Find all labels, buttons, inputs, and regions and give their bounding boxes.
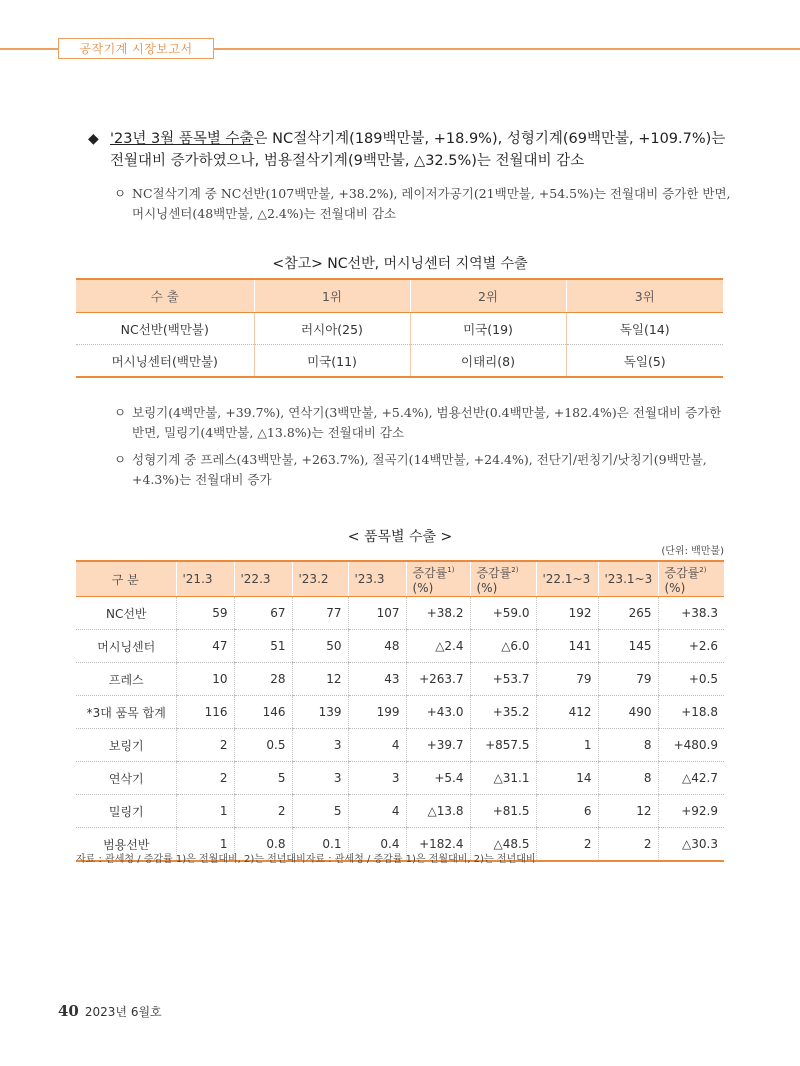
table-cell: +38.2: [406, 597, 470, 630]
table-cell: 192: [536, 597, 598, 630]
sub-bullet: [114, 450, 734, 490]
table-cell: +53.7: [470, 663, 536, 696]
header-label: 증감률: [412, 565, 448, 580]
table-cell: 이태리(8): [410, 345, 566, 378]
table-cell: △13.8: [406, 795, 470, 828]
table-cell: △2.4: [406, 630, 470, 663]
table-cell: 3: [292, 729, 348, 762]
table-row: [76, 696, 724, 729]
table-cell: +43.0: [406, 696, 470, 729]
sub-bullet-text: NC절삭기계 중 NC선반(107백만불, +38.2%), 레이저가공기(21백만불, +54.5%)는 전월대비 증가한 반면, 머시닝센터(48백만불, △2.4%)는 전월대비 감소: [132, 186, 731, 221]
table-cell: +38.3: [658, 597, 724, 630]
section-title: 공작기계 시장보고서: [58, 38, 214, 59]
table-cell: +480.9: [658, 729, 724, 762]
prod-header-cell: '22.1~3: [536, 561, 598, 597]
sub-bullet: [114, 403, 734, 443]
table-cell: 2: [176, 762, 234, 795]
table-cell: 독일(14): [566, 313, 723, 345]
table-cell: 2: [536, 828, 598, 862]
prod-header-cell: [470, 561, 536, 597]
table-row: [76, 345, 723, 378]
source-note: 자료 : 관세청 / 증감률 1)은 전월대비, 2)는 전년대비자료 : 관세청 / 증감률 1)은 전월대비, 2)는 전년대비: [76, 854, 536, 865]
circle-bullet-icon: ㅇ: [114, 186, 127, 201]
main-bullet: [88, 128, 738, 172]
table-cell: 2: [176, 729, 234, 762]
table-cell: 독일(5): [566, 345, 723, 378]
table-cell: 107: [348, 597, 406, 630]
table-cell: +263.7: [406, 663, 470, 696]
table-cell: 1: [536, 729, 598, 762]
table-cell: 59: [176, 597, 234, 630]
table-cell: 3: [292, 762, 348, 795]
header-label: 증감률: [476, 565, 512, 580]
row-label: 머시닝센터: [76, 630, 176, 663]
table-cell: 141: [536, 630, 598, 663]
table-cell: +5.4: [406, 762, 470, 795]
prod-header-cell: '21.3: [176, 561, 234, 597]
diamond-bullet-icon: ◆: [88, 131, 99, 147]
row-label: 보링기: [76, 729, 176, 762]
prod-table-header-row: [76, 561, 724, 597]
sub-bullet: [114, 184, 734, 224]
table-cell: 5: [234, 762, 292, 795]
table-cell: 51: [234, 630, 292, 663]
header-label: 증감률: [664, 565, 700, 580]
table-cell: 1: [176, 828, 234, 862]
table-cell: 28: [234, 663, 292, 696]
table-cell: 2: [234, 795, 292, 828]
sub-bullet-text: 보링기(4백만불, +39.7%), 연삭기(3백만불, +5.4%), 범용선반(0.4백만불, +182.4%)은 전월대비 증가한 반면, 밀링기(4백만불, △13.8%)는 전월대비 감소: [132, 405, 722, 440]
prod-table: [76, 560, 724, 862]
main-bullet-highlight: '23년 3월 품목별 수출: [110, 131, 254, 147]
table-cell: 50: [292, 630, 348, 663]
table-cell: 2: [598, 828, 658, 862]
table-cell: +182.4: [406, 828, 470, 862]
table-cell: 412: [536, 696, 598, 729]
table-cell: 47: [176, 630, 234, 663]
prod-table-title: < 품목별 수출 >: [347, 529, 453, 545]
table-cell: 1: [176, 795, 234, 828]
header-unit: (%): [664, 580, 686, 595]
table-cell: 490: [598, 696, 658, 729]
row-label: NC선반: [76, 597, 176, 630]
header-unit: (%): [412, 580, 434, 595]
table-cell: NC선반(백만불): [76, 313, 254, 345]
circle-bullet-icon: ㅇ: [114, 405, 127, 420]
table-cell: 8: [598, 729, 658, 762]
table-cell: +39.7: [406, 729, 470, 762]
ref-table: [76, 278, 723, 378]
table-cell: 3: [348, 762, 406, 795]
table-cell: △6.0: [470, 630, 536, 663]
footnote-marker: 2): [699, 565, 707, 574]
table-row: [76, 313, 723, 345]
table-cell: △42.7: [658, 762, 724, 795]
ref-table-header-row: [76, 279, 723, 313]
table-cell: 43: [348, 663, 406, 696]
table-cell: 12: [598, 795, 658, 828]
prod-header-cell: '23.3: [348, 561, 406, 597]
table-cell: +2.6: [658, 630, 724, 663]
table-cell: 5: [292, 795, 348, 828]
table-cell: +35.2: [470, 696, 536, 729]
table-cell: +857.5: [470, 729, 536, 762]
table-cell: 12: [292, 663, 348, 696]
table-cell: 4: [348, 795, 406, 828]
table-cell: 6: [536, 795, 598, 828]
table-cell: △31.1: [470, 762, 536, 795]
issue-label: 2023년 6월호: [84, 1005, 162, 1019]
table-cell: 0.1: [292, 828, 348, 862]
table-cell: 머시닝센터(백만불): [76, 345, 254, 378]
row-label: 밀링기: [76, 795, 176, 828]
table-cell: 67: [234, 597, 292, 630]
table-cell: 265: [598, 597, 658, 630]
page-number: 40: [58, 1002, 79, 1020]
row-label: 연삭기: [76, 762, 176, 795]
prod-header-cell: '23.2: [292, 561, 348, 597]
table-cell: △30.3: [658, 828, 724, 862]
table-cell: 199: [348, 696, 406, 729]
table-cell: 8: [598, 762, 658, 795]
table-cell: 139: [292, 696, 348, 729]
ref-header-cell: 1위: [254, 279, 410, 313]
ref-header-cell: 2위: [410, 279, 566, 313]
table-cell: 14: [536, 762, 598, 795]
footnote-marker: 1): [447, 565, 455, 574]
unit-label: (단위: 백만불): [661, 546, 724, 557]
ref-header-cell: 3위: [566, 279, 723, 313]
prod-header-cell: [406, 561, 470, 597]
ref-header-cell: 수 출: [76, 279, 254, 313]
table-cell: +81.5: [470, 795, 536, 828]
table-cell: +0.5: [658, 663, 724, 696]
table-cell: 146: [234, 696, 292, 729]
table-cell: +59.0: [470, 597, 536, 630]
prod-header-cell: [658, 561, 724, 597]
ref-table-title: <참고> NC선반, 머시닝센터 지역별 수출: [272, 256, 528, 272]
row-label: *3대 품목 합계: [76, 696, 176, 729]
footnote-marker: 2): [511, 565, 519, 574]
prod-header-cell: '22.3: [234, 561, 292, 597]
table-cell: 0.5: [234, 729, 292, 762]
table-row: [76, 762, 724, 795]
table-cell: 4: [348, 729, 406, 762]
table-cell: 77: [292, 597, 348, 630]
prod-table-body: [76, 597, 724, 862]
table-cell: 145: [598, 630, 658, 663]
table-cell: 79: [536, 663, 598, 696]
header-unit: (%): [476, 580, 498, 595]
table-cell: 러시아(25): [254, 313, 410, 345]
table-cell: 10: [176, 663, 234, 696]
sub-bullet-text: 성형기계 중 프레스(43백만불, +263.7%), 절곡기(14백만불, +24.4%), 전단기/펀칭기/낫칭기(9백만불, +4.3%)는 전월대비 증가: [132, 452, 707, 487]
table-cell: +92.9: [658, 795, 724, 828]
table-cell: △48.5: [470, 828, 536, 862]
main-bullet-text: [88, 128, 738, 172]
table-cell: 0.8: [234, 828, 292, 862]
table-cell: 0.4: [348, 828, 406, 862]
footer: [58, 1002, 162, 1020]
table-cell: +18.8: [658, 696, 724, 729]
row-label: 범용선반: [76, 828, 176, 862]
table-row: [76, 597, 724, 630]
table-cell: 116: [176, 696, 234, 729]
table-row: [76, 630, 724, 663]
prod-header-cell: '23.1~3: [598, 561, 658, 597]
table-row: [76, 729, 724, 762]
main-bullet-body: 은 NC절삭기계(189백만불, +18.9%), 성형기계(69백만불, +109.7%)는 전월대비 증가하였으나, 범용절삭기계(9백만불, △32.5%)는 전월대비 감소: [110, 131, 726, 169]
table-cell: 79: [598, 663, 658, 696]
table-cell: 미국(11): [254, 345, 410, 378]
circle-bullet-icon: ㅇ: [114, 452, 127, 467]
table-cell: 미국(19): [410, 313, 566, 345]
table-cell: 48: [348, 630, 406, 663]
row-label: 프레스: [76, 663, 176, 696]
table-row: [76, 663, 724, 696]
prod-header-cell: 구 분: [76, 561, 176, 597]
table-row: [76, 795, 724, 828]
